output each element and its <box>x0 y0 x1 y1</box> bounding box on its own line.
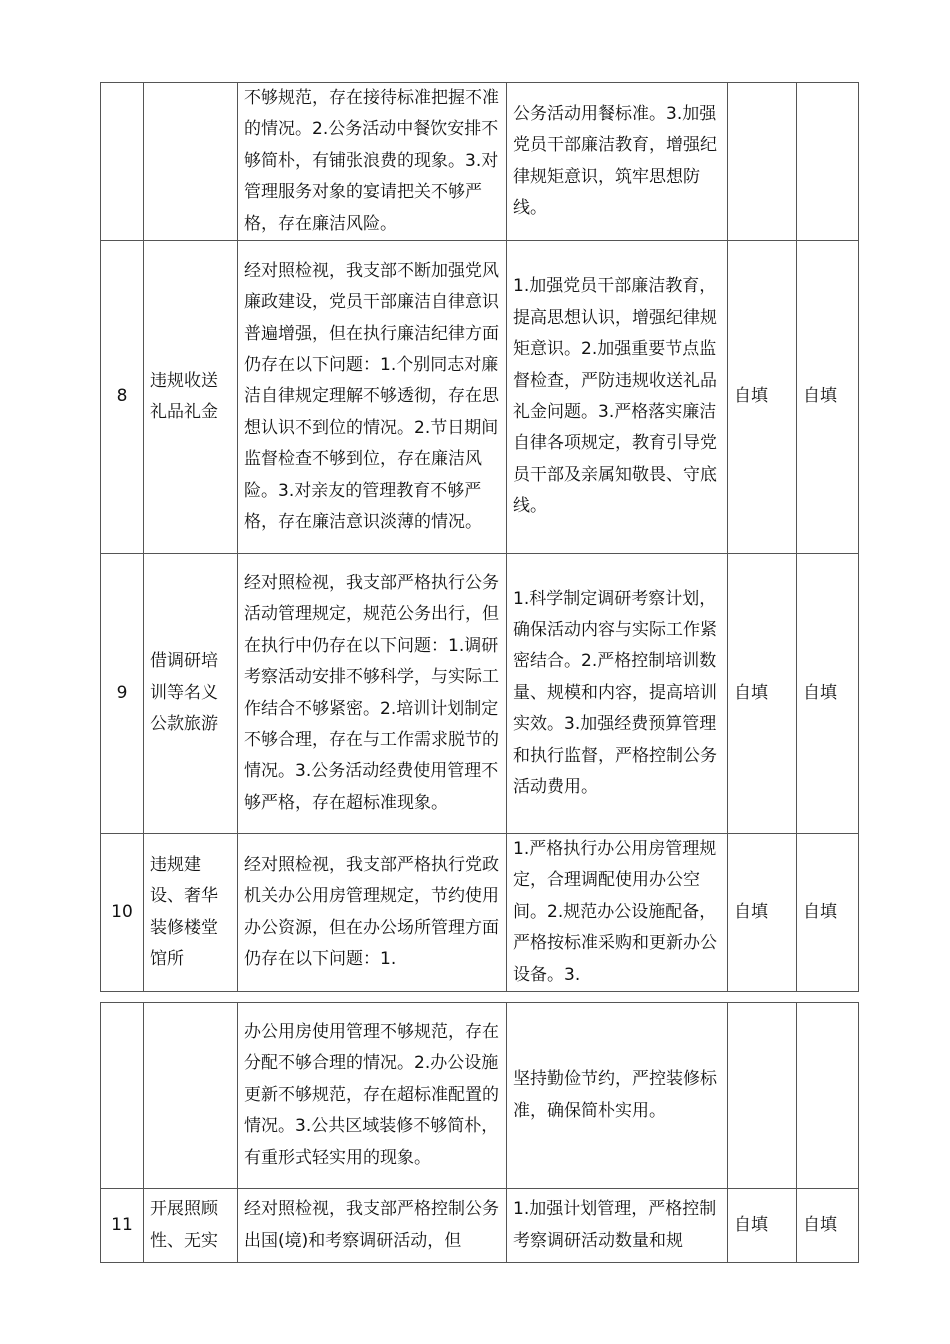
fill-in-cell: 自填 <box>797 1189 859 1263</box>
problem-category-cell <box>144 1003 238 1189</box>
row-number-cell <box>101 1003 144 1189</box>
problem-category-cell: 借调研培训等名义公款旅游 <box>144 554 238 834</box>
fill-in-cell: 自填 <box>797 554 859 834</box>
rectification-measures-cell: 1.严格执行办公用房管理规定，合理调配使用办公空间。2.规范办公设施配备，严格按标准采购和更新办公设备。3. <box>507 834 728 992</box>
row-number-cell: 8 <box>101 241 144 554</box>
table-row <box>101 554 859 834</box>
table-row <box>101 241 859 554</box>
row-number-cell: 10 <box>101 834 144 992</box>
fill-in-cell <box>728 1003 797 1189</box>
problem-category-cell: 违规建设、奢华装修楼堂馆所 <box>144 834 238 992</box>
fill-in-cell: 自填 <box>728 241 797 554</box>
fill-in-cell <box>797 1003 859 1189</box>
problem-description-cell: 经对照检视，我支部严格执行党政机关办公用房管理规定，节约使用办公资源，但在办公场所管理方面仍存在以下问题：1. <box>238 834 507 992</box>
table-row <box>101 83 859 241</box>
rectification-table-part2 <box>100 1002 859 1263</box>
problem-description-cell: 经对照检视，我支部不断加强党风廉政建设，党员干部廉洁自律意识普遍增强，但在执行廉洁纪律方面仍存在以下问题：1.个别同志对廉洁自律规定理解不够透彻，存在思想认识不到位的情况。2.节日期间监督检查不够到位，存在廉洁风险。3.对亲友的管理教育不够严格，存在廉洁意识淡薄的情况。 <box>238 241 507 554</box>
problem-category-cell <box>144 83 238 241</box>
table-row <box>101 1003 859 1189</box>
rectification-table-part1 <box>100 82 859 992</box>
problem-category-cell: 违规收送礼品礼金 <box>144 241 238 554</box>
problem-description-cell: 经对照检视，我支部严格执行公务活动管理规定，规范公务出行，但在执行中仍存在以下问题：1.调研考察活动安排不够科学，与实际工作结合不够紧密。2.培训计划制定不够合理，存在与工作需求脱节的情况。3.公务活动经费使用管理不够严格，存在超标准现象。 <box>238 554 507 834</box>
fill-in-cell: 自填 <box>728 554 797 834</box>
row-number-cell <box>101 83 144 241</box>
rectification-measures-cell: 公务活动用餐标准。3.加强党员干部廉洁教育，增强纪律规矩意识，筑牢思想防线。 <box>507 83 728 241</box>
row-number-cell: 9 <box>101 554 144 834</box>
problem-description-cell: 经对照检视，我支部严格控制公务出国(境)和考察调研活动，但 <box>238 1189 507 1263</box>
fill-in-cell: 自填 <box>797 834 859 992</box>
problem-category-cell: 开展照顾性、无实 <box>144 1189 238 1263</box>
fill-in-cell: 自填 <box>797 241 859 554</box>
fill-in-cell <box>797 83 859 241</box>
rectification-measures-cell: 坚持勤俭节约，严控装修标准，确保简朴实用。 <box>507 1003 728 1189</box>
rectification-measures-cell: 1.科学制定调研考察计划，确保活动内容与实际工作紧密结合。2.严格控制培训数量、规模和内容，提高培训实效。3.加强经费预算管理和执行监督，严格控制公务活动费用。 <box>507 554 728 834</box>
fill-in-cell: 自填 <box>728 1189 797 1263</box>
rectification-measures-cell: 1.加强计划管理，严格控制考察调研活动数量和规 <box>507 1189 728 1263</box>
table-row <box>101 834 859 992</box>
rectification-measures-cell: 1.加强党员干部廉洁教育，提高思想认识，增强纪律规矩意识。2.加强重要节点监督检查，严防违规收送礼品礼金问题。3.严格落实廉洁自律各项规定，教育引导党员干部及亲属知敬畏、守底线。 <box>507 241 728 554</box>
problem-description-cell: 办公用房使用管理不够规范，存在分配不够合理的情况。2.办公设施更新不够规范，存在超标准配置的情况。3.公共区域装修不够简朴，有重形式轻实用的现象。 <box>238 1003 507 1189</box>
fill-in-cell: 自填 <box>728 834 797 992</box>
fill-in-cell <box>728 83 797 241</box>
row-number-cell: 11 <box>101 1189 144 1263</box>
problem-description-cell: 不够规范，存在接待标准把握不准的情况。2.公务活动中餐饮安排不够简朴，有铺张浪费的现象。3.对管理服务对象的宴请把关不够严格，存在廉洁风险。 <box>238 83 507 241</box>
table-row <box>101 1189 859 1263</box>
